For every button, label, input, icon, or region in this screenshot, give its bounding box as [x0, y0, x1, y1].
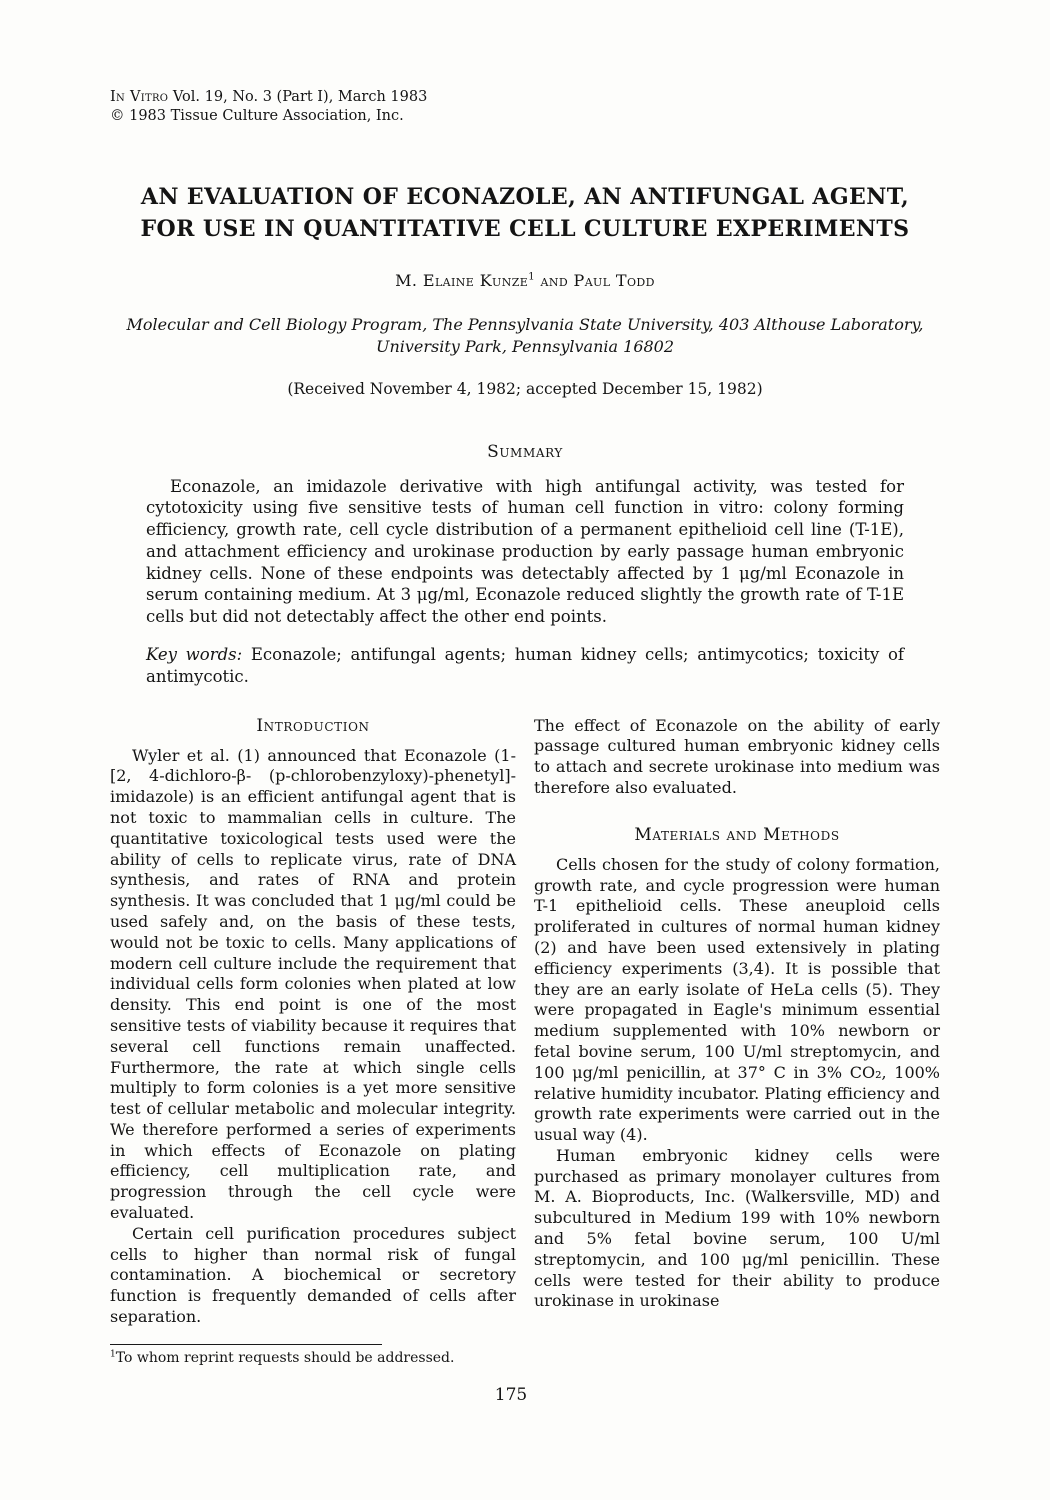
affiliation — [110, 314, 940, 357]
summary-text: Econazole, an imidazole derivative with high antifungal activity, was tested for cytotoxicity using five sensitive tests of human cell function in vitro: colony forming efficiency, growth rate, cell cycle distribution of a permanent epithelioid cell line (T-1E), and attachment efficiency and urokinase production by early passage human embryonic kidney cells. None of these endpoints was detectably affected by 1 μg/ml Econazole in serum containing medium. At 3 μg/ml, Econazole reduced slightly the growth rate of T-1E cells but did not detectably affect the other end points. — [146, 476, 904, 627]
author-second: Paul Todd — [573, 271, 655, 291]
keywords-label: Key words: — [146, 645, 243, 665]
right-column — [534, 716, 940, 1368]
two-column-body — [110, 716, 940, 1368]
footnote-mark: 1 — [110, 1349, 116, 1360]
introduction-heading: Introduction — [256, 715, 370, 736]
received-line: (Received November 4, 1982; accepted December 15, 1982) — [287, 379, 763, 398]
footnote — [110, 1344, 516, 1367]
paper-title-line2: FOR USE IN QUANTITATIVE CELL CULTURE EXPERIMENTS — [140, 215, 910, 242]
methods-paragraph-1: Cells chosen for the study of colony formation, growth rate, and cycle progression were human T-1 epithelioid cells. These aneuploid cells proliferated in cultures of normal human kidney (2) and have been used extensively in plating efficiency experiments (3,4). It is possible that they are an early isolate of HeLa cells (5). They were propagated in Eagle's minimum essential medium supplemented with 10% newborn or fetal bovine serum, 100 U/ml streptomycin, and 100 μg/ml penicillin, at 37° C in 3% CO₂, 100% relative humidity incubator. Plating efficiency and growth rate experiments were carried out in the usual way (4). — [534, 854, 940, 1145]
issue-info: Vol. 19, No. 3 (Part I), March 1983 — [168, 89, 428, 105]
affiliation-line1: Molecular and Cell Biology Program, The Pennsylvania State University, 403 Althouse Laboratory, — [126, 315, 924, 335]
journal-issue-line — [110, 88, 940, 107]
left-column — [110, 716, 516, 1368]
affiliation-line2: University Park, Pennsylvania 16802 — [375, 337, 675, 357]
summary-heading: Summary — [487, 441, 563, 462]
copyright-line: © 1983 Tissue Culture Association, Inc. — [110, 107, 404, 124]
author-first: M. Elaine Kunze — [395, 271, 529, 291]
paper-title — [110, 182, 940, 246]
keywords-text: Econazole; antifungal agents; human kidney cells; antimycotics; toxicity of antimycotic. — [146, 645, 905, 686]
keywords-line — [146, 644, 904, 688]
intro-paragraph-2: Certain cell purification procedures subject cells to higher than normal risk of fungal contamination. A biochemical or secretory function is frequently demanded of cells after separation. — [110, 1223, 516, 1327]
footnote-text: To whom reprint requests should be addressed. — [115, 1349, 455, 1366]
footnote-text-line — [110, 1350, 454, 1366]
author-footnote-mark: 1 — [528, 272, 535, 284]
intro-paragraph-3: The effect of Econazole on the ability of early passage cultured human embryonic kidney cells to attach and secrete urokinase into medium was therefore also evaluated. — [534, 715, 940, 797]
journal-name: In Vitro — [110, 89, 169, 105]
authors-conjunction: and — [534, 271, 574, 291]
authors-line — [110, 271, 940, 290]
methods-paragraph-2: Human embryonic kidney cells were purchased as primary monolayer cultures from M. A. Bioproducts, Inc. (Walkersville, MD) and subcultured in Medium 199 with 10% newborn and 5% fetal bovine serum, 100 U/ml streptomycin, and 100 μg/ml penicillin. These cells were tested for their ability to produce urokinase in urokinase — [534, 1145, 940, 1311]
paper-title-line1: AN EVALUATION OF ECONAZOLE, AN ANTIFUNGAL AGENT, — [140, 183, 910, 210]
masthead — [110, 88, 940, 126]
footnote-rule — [110, 1344, 382, 1345]
materials-methods-heading: Materials and Methods — [634, 824, 840, 845]
page-number: 175 — [494, 1385, 528, 1405]
intro-paragraph-1: Wyler et al. (1) announced that Econazole (1-[2, 4-dichloro-β- (p-chlorobenzyloxy)-phenetyl]-imidazole) is an efficient antifungal agent that is not toxic to mammalian cells in culture. The quantitative toxicological tests used were the ability of cells to replicate virus, rate of DNA synthesis, and rates of RNA and protein synthesis. It was concluded that 1 μg/ml could be used safely and, on the basis of these tests, would not be toxic to cells. Many applications of modern cell culture include the requirement that individual cells form colonies when plated at low density. This end point is one of the most sensitive tests of viability because it requires that several cell functions remain unaffected. Furthermore, the rate at which single cells multiply to form colonies is a yet more sensitive test of cellular metabolic and molecular integrity. We therefore performed a series of experiments in which effects of Econazole on plating efficiency, cell multiplication rate, and progression through the cell cycle were evaluated. — [110, 745, 516, 1223]
